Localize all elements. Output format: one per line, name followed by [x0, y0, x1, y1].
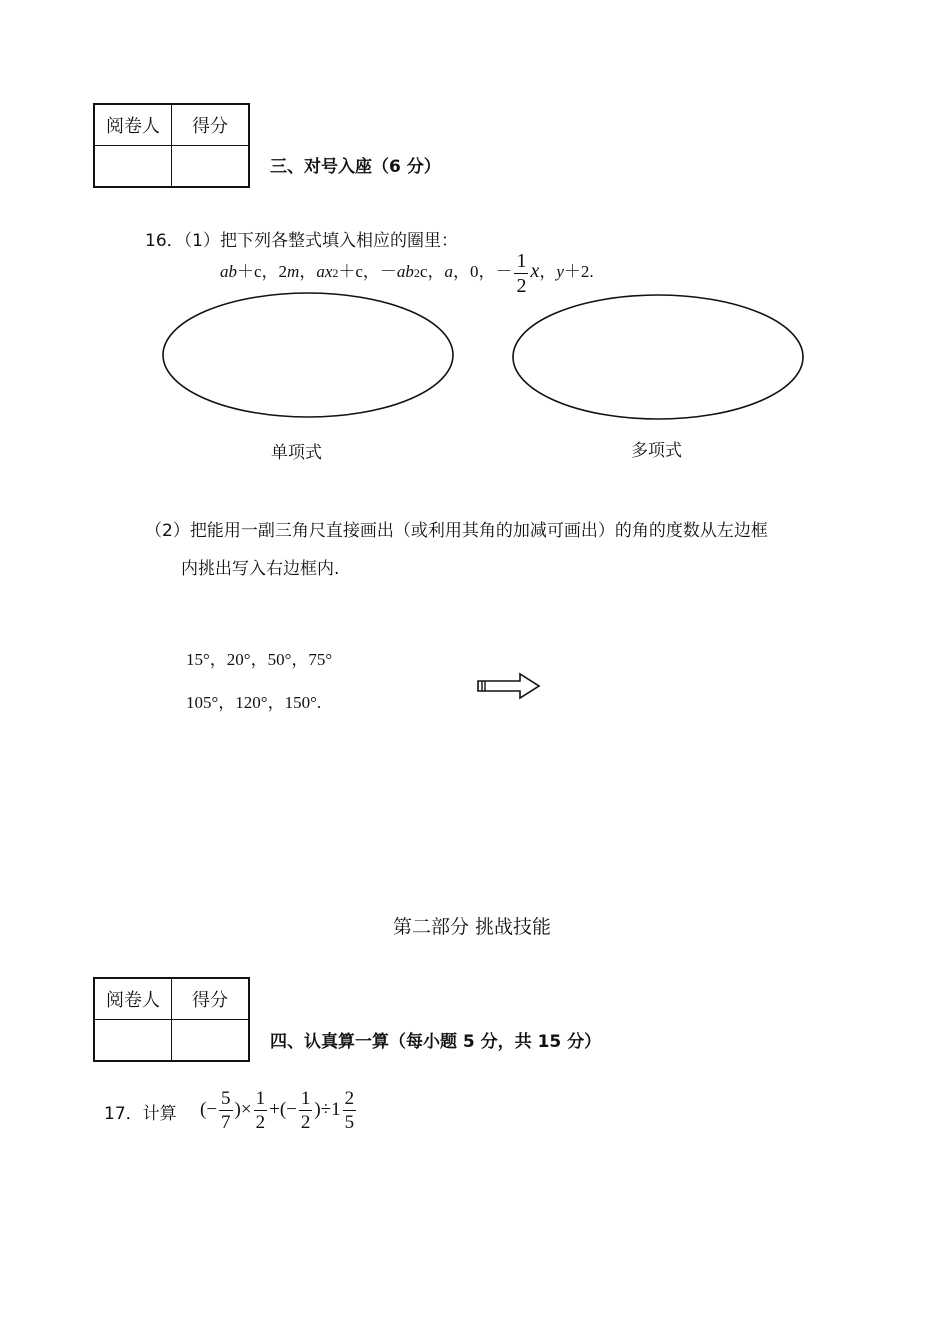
term: ax: [316, 262, 333, 281]
fraction-denominator: 2: [516, 274, 527, 297]
term: ＋c，－: [338, 262, 397, 281]
term: a: [444, 262, 453, 281]
score-header: 得分: [172, 104, 250, 146]
term: ＋c，2: [237, 262, 288, 281]
reviewer-header: 阅卷人: [94, 978, 172, 1020]
grader-table-2: [93, 977, 250, 1062]
term: ，: [299, 262, 317, 281]
term: ＋2.: [563, 262, 594, 281]
fraction-numerator: 5: [221, 1088, 231, 1110]
q16-part2-line2: 内挑出写入右边框内.: [181, 559, 340, 579]
fraction: [299, 1089, 313, 1132]
q17-expression: [200, 1084, 358, 1136]
term: ab: [396, 262, 414, 281]
angles-line1: 15°，20°，50°，75°: [186, 650, 333, 669]
fraction-denominator: 2: [300, 1112, 311, 1134]
q16-part1-text: 16．（1）把下列各整式填入相应的圈里：: [145, 231, 458, 251]
term: x: [530, 260, 540, 282]
fraction-denominator: 2: [255, 1112, 266, 1134]
fraction-numerator: 1: [516, 249, 527, 272]
q16-part2-line1: （2）把能用一副三角尺直接画出（或利用其角的加减可画出）的角的度数从左边框: [145, 521, 768, 541]
score-header: 得分: [172, 978, 250, 1020]
fraction-denominator: 5: [344, 1112, 355, 1134]
operator: )÷: [314, 1099, 332, 1120]
operator: )×: [234, 1099, 252, 1120]
angles-line2: 105°，120°，150°.: [186, 693, 322, 712]
term: ，: [539, 262, 557, 281]
q17-label: 17．计算: [104, 1104, 177, 1124]
fraction-numerator: 2: [344, 1088, 355, 1110]
exponent: 2: [413, 266, 420, 280]
section4-title: 四、认真算一算（每小题 5 分，共 15 分）: [270, 1032, 602, 1052]
score-cell: [172, 1020, 250, 1062]
fraction-numerator: 1: [300, 1088, 311, 1110]
fraction-denominator: 7: [221, 1112, 231, 1134]
fraction: [343, 1089, 357, 1132]
term: c，: [419, 262, 445, 281]
mixed-whole: 1: [331, 1099, 341, 1120]
term: ab: [220, 262, 237, 281]
operator: (−: [200, 1099, 218, 1120]
fraction: [219, 1089, 233, 1132]
exponent: 2: [332, 266, 339, 280]
monomial-label: 单项式: [271, 443, 322, 463]
operator: +: [269, 1099, 280, 1120]
term: ，0，－: [452, 262, 513, 281]
fraction: [254, 1089, 268, 1132]
polynomial-label: 多项式: [631, 441, 682, 461]
reviewer-header: 阅卷人: [94, 104, 172, 146]
monomial-oval[interactable]: [163, 293, 453, 417]
polynomial-oval[interactable]: [513, 295, 803, 419]
term: y: [556, 262, 564, 281]
fraction-numerator: 1: [255, 1088, 266, 1110]
reviewer-cell: [94, 1020, 172, 1062]
term: m: [287, 262, 300, 281]
part2-heading: 第二部分 挑战技能: [393, 916, 552, 938]
operator: (−: [279, 1099, 297, 1120]
section3-title: 三、对号入座（6 分）: [270, 157, 441, 177]
right-arrow-icon: [474, 672, 544, 700]
